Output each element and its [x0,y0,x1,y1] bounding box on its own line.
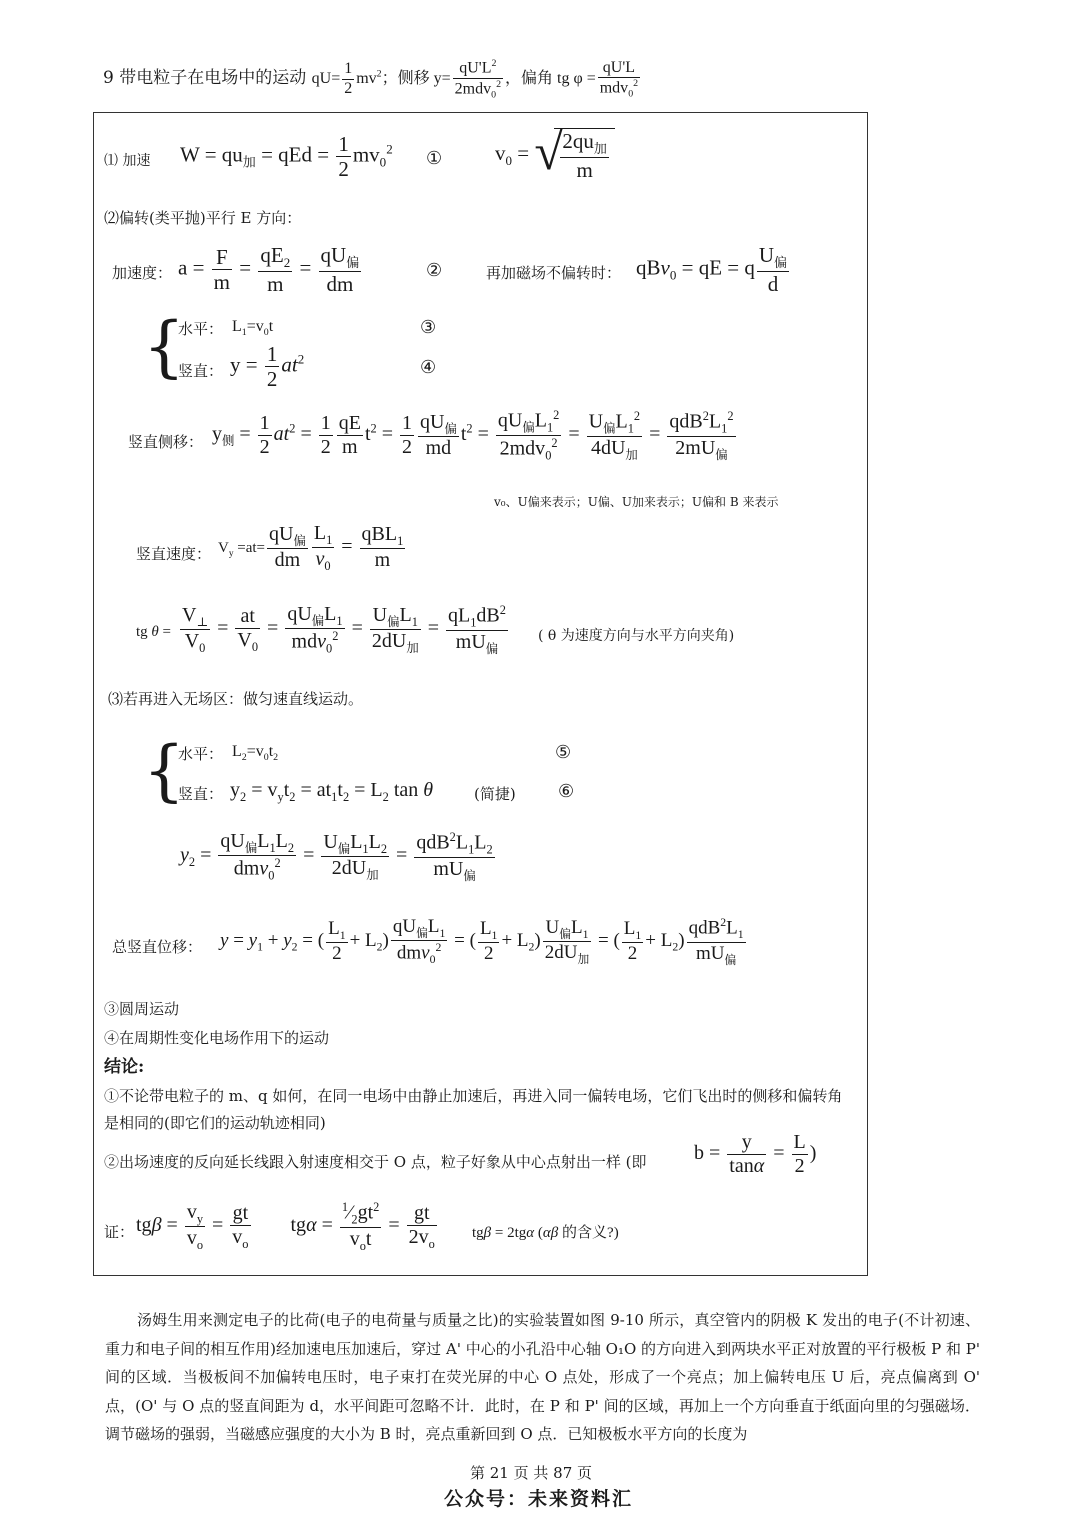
conclusion-title: 结论: [104,1057,145,1077]
tan-formula: $\frac{V_\perp}{V_0}$ = $\frac{at}{V_0}$ = $\frac{qU_偏L_1}{mdv_0^2}$ = $\frac{U_偏L_1}{2dU_加}$ = $\frac{qL_1dB^2}{mU_偏}$ [182,603,506,656]
vert1-num: ④ [420,357,437,378]
s2-heading: ⑵偏转(类平抛)平行 E 方向： [104,209,302,227]
tan-note: ( θ 为速度方向与水平方向夹角) [538,628,735,644]
vert2-label: 竖直： [178,785,224,803]
title-formula: qU= $\frac{1}{2}$ $mv^2$；侧移 y= $\frac{qU'L^2}{2mdv_0^2}$ ，偏角 tg φ = $\frac{qU'L}{mdv_0^2}$ [311,58,639,101]
brace-1: { [143,308,185,385]
total-label: 总竖直位移： [112,938,203,956]
magnet-formula: qBv$_0$ = qE = q $\frac{U_偏}{d}$ [636,243,788,297]
page-info: 第 21 页 共 87 页 [470,1464,593,1482]
s1-formula: $W = qu_加$ = qEd = $\frac{1}{2}$ $mv_0^2$ [180,132,393,182]
tan-label: tg θ = [136,624,172,640]
s3-heading: ⑶若再进入无场区：做匀速直线运动。 [108,690,364,708]
vert1-label: 竖直： [178,362,224,380]
magnet-label: 再加磁场不偏转时： [486,264,622,282]
body-paragraph-text: 汤姆生用来测定电子的比荷(电子的电荷量与质量之比)的实验装置如图 9-10 所示，真空管内的阴极 K 发出的电子(不计初速、重力和电子间的相互作用)经加速电压加速后，穿过 A' 中心的小孔沿中心轴 O₁O 的方向进入到两块水平正对放置的平行极板 P 和 P' 间的区域．当极板间不加偏转电压时，电子束打在荧光屏的中心 O 点处，形成了一个亮点；加上偏转电压 U 后，亮点偏离到 O' 点，(O' 与 O 点的竖直间距为 d，水平间距可忽略不计．此时，在 P 和 P' 间的区域，再加上一个方向垂直于纸面向里的匀强磁场．调节磁场的强弱，当磁感应强度的大小为 B 时，亮点重新回到 O 点．已知极板水平方向的长度为 [105,1311,980,1443]
note-expr: v₀、U偏来表示；U偏、U加来表示；U偏和 B 来表示 [494,495,779,509]
watermark: 公众号：未来资料汇 [444,1488,634,1510]
conclusion-2-formula: b = $\frac{y}{\tan\alpha}$ = $\frac{L}{2}$ ) [694,1131,817,1177]
horiz1-label: 水平： [178,320,224,338]
body-paragraph [105,1306,980,1449]
section-title [103,58,642,101]
horiz1-num: ③ [420,317,437,338]
s1-label: ⑴ 加速 [104,153,151,169]
vert2-formula: $y_2 = v_yt_2 = at_1t_2 = L_2$ tan θ [230,779,434,804]
vspeed-formula: $V_y =at=$ $\frac{qU_偏}{dm}$ $\frac{L_1}{v_0}$ = $\frac{qBL_1}{m}$ [218,522,404,574]
proof-label: 证： [104,1223,135,1241]
vert2-note: (简捷) [474,785,516,803]
horiz1-formula: $L_1=v_0t$ [232,318,274,339]
accel-num: ② [426,260,443,281]
accel-formula: a = $\frac{F}{m}$ = $\frac{qE_2}{m}$ = $\frac{qU_偏}{dm}$ [178,243,360,297]
circle-motion: ③圆周运动 [104,1000,180,1018]
proof-tail: tgβ = 2tgα (αβ 的含义?) [472,1225,619,1241]
conclusion-2: ②出场速度的反向延长线跟入射速度相交于 O 点，粒子好象从中心点射出一样 (即 [104,1153,647,1171]
periodic-motion: ④在周期性变化电场作用下的运动 [104,1029,330,1047]
brace-2: { [143,732,185,809]
vspeed-label: 竖直速度： [136,545,212,563]
conclusion-1: ①不论带电粒子的 m、q 如何，在同一电场中由静止加速后，再进入同一偏转电场，它们飞出时的侧移和偏转角是相同的(即它们的运动轨迹相同) [104,1087,843,1132]
s1-v0-formula: $v_0$ = √ $\frac{2qu_加}{m}$ [495,128,615,182]
y2-formula: $y_2$ = $\frac{qU_偏L_1L_2}{dmv_0^2}$ = $\frac{U_偏L_1L_2}{2dU_加}$ = $\frac{qdB^2L_1L_2}{mU_偏}$ [180,830,493,883]
proof-formula: tgβ = $\frac{v_y}{v_o}$ = $\frac{gt}{v_o}$ tgα = $\frac{^1⁄_2gt^2}{v_ot}$ = $\frac{gt}{2v_o}$ [136,1200,435,1253]
sidemove-label: 竖直侧移： [128,433,204,451]
accel-label: 加速度： [112,264,173,282]
sidemove-formula: $y_侧$ = $\frac{1}{2}$ $at^2$ = $\frac{1}{2}$ $\frac{qE}{m}$ $t^2$ = $\frac{1}{2}$ $\frac{qU_偏}{md}$ $t^2$ = $\frac{qU_偏L_1^2}{2mdv_0^2}$ = $\frac{U_偏L_1^2}{4dU_加}$ = $\frac{qdB^2L_1^2}{2mU_偏}$ [212,408,734,463]
horiz2-num: ⑤ [555,742,572,763]
vert1-formula: y = $\frac{1}{2}$ $at^2$ [230,342,305,392]
horiz2-label: 水平： [178,745,224,763]
vert2-num: ⑥ [558,781,575,802]
horiz2-formula: $L_2=v_0t_2$ [232,743,279,764]
s1-num: ① [426,148,443,169]
total-formula: $y = y_1 + y_2$ = ( $\frac{L_1}{2}$ + $L_2$) $\frac{qU_偏L_1}{dmv_0^2}$ = ( $\frac{L_1}{2}$ + $L_2$) $\frac{U_偏L_1}{2dU_加}$ = ( $\frac{L_1}{2}$ + $L_2$) $\frac{qdB^2L_1}{mU_偏}$ [220,916,744,967]
section-title-text: 9 带电粒子在电场中的运动 [103,68,307,88]
